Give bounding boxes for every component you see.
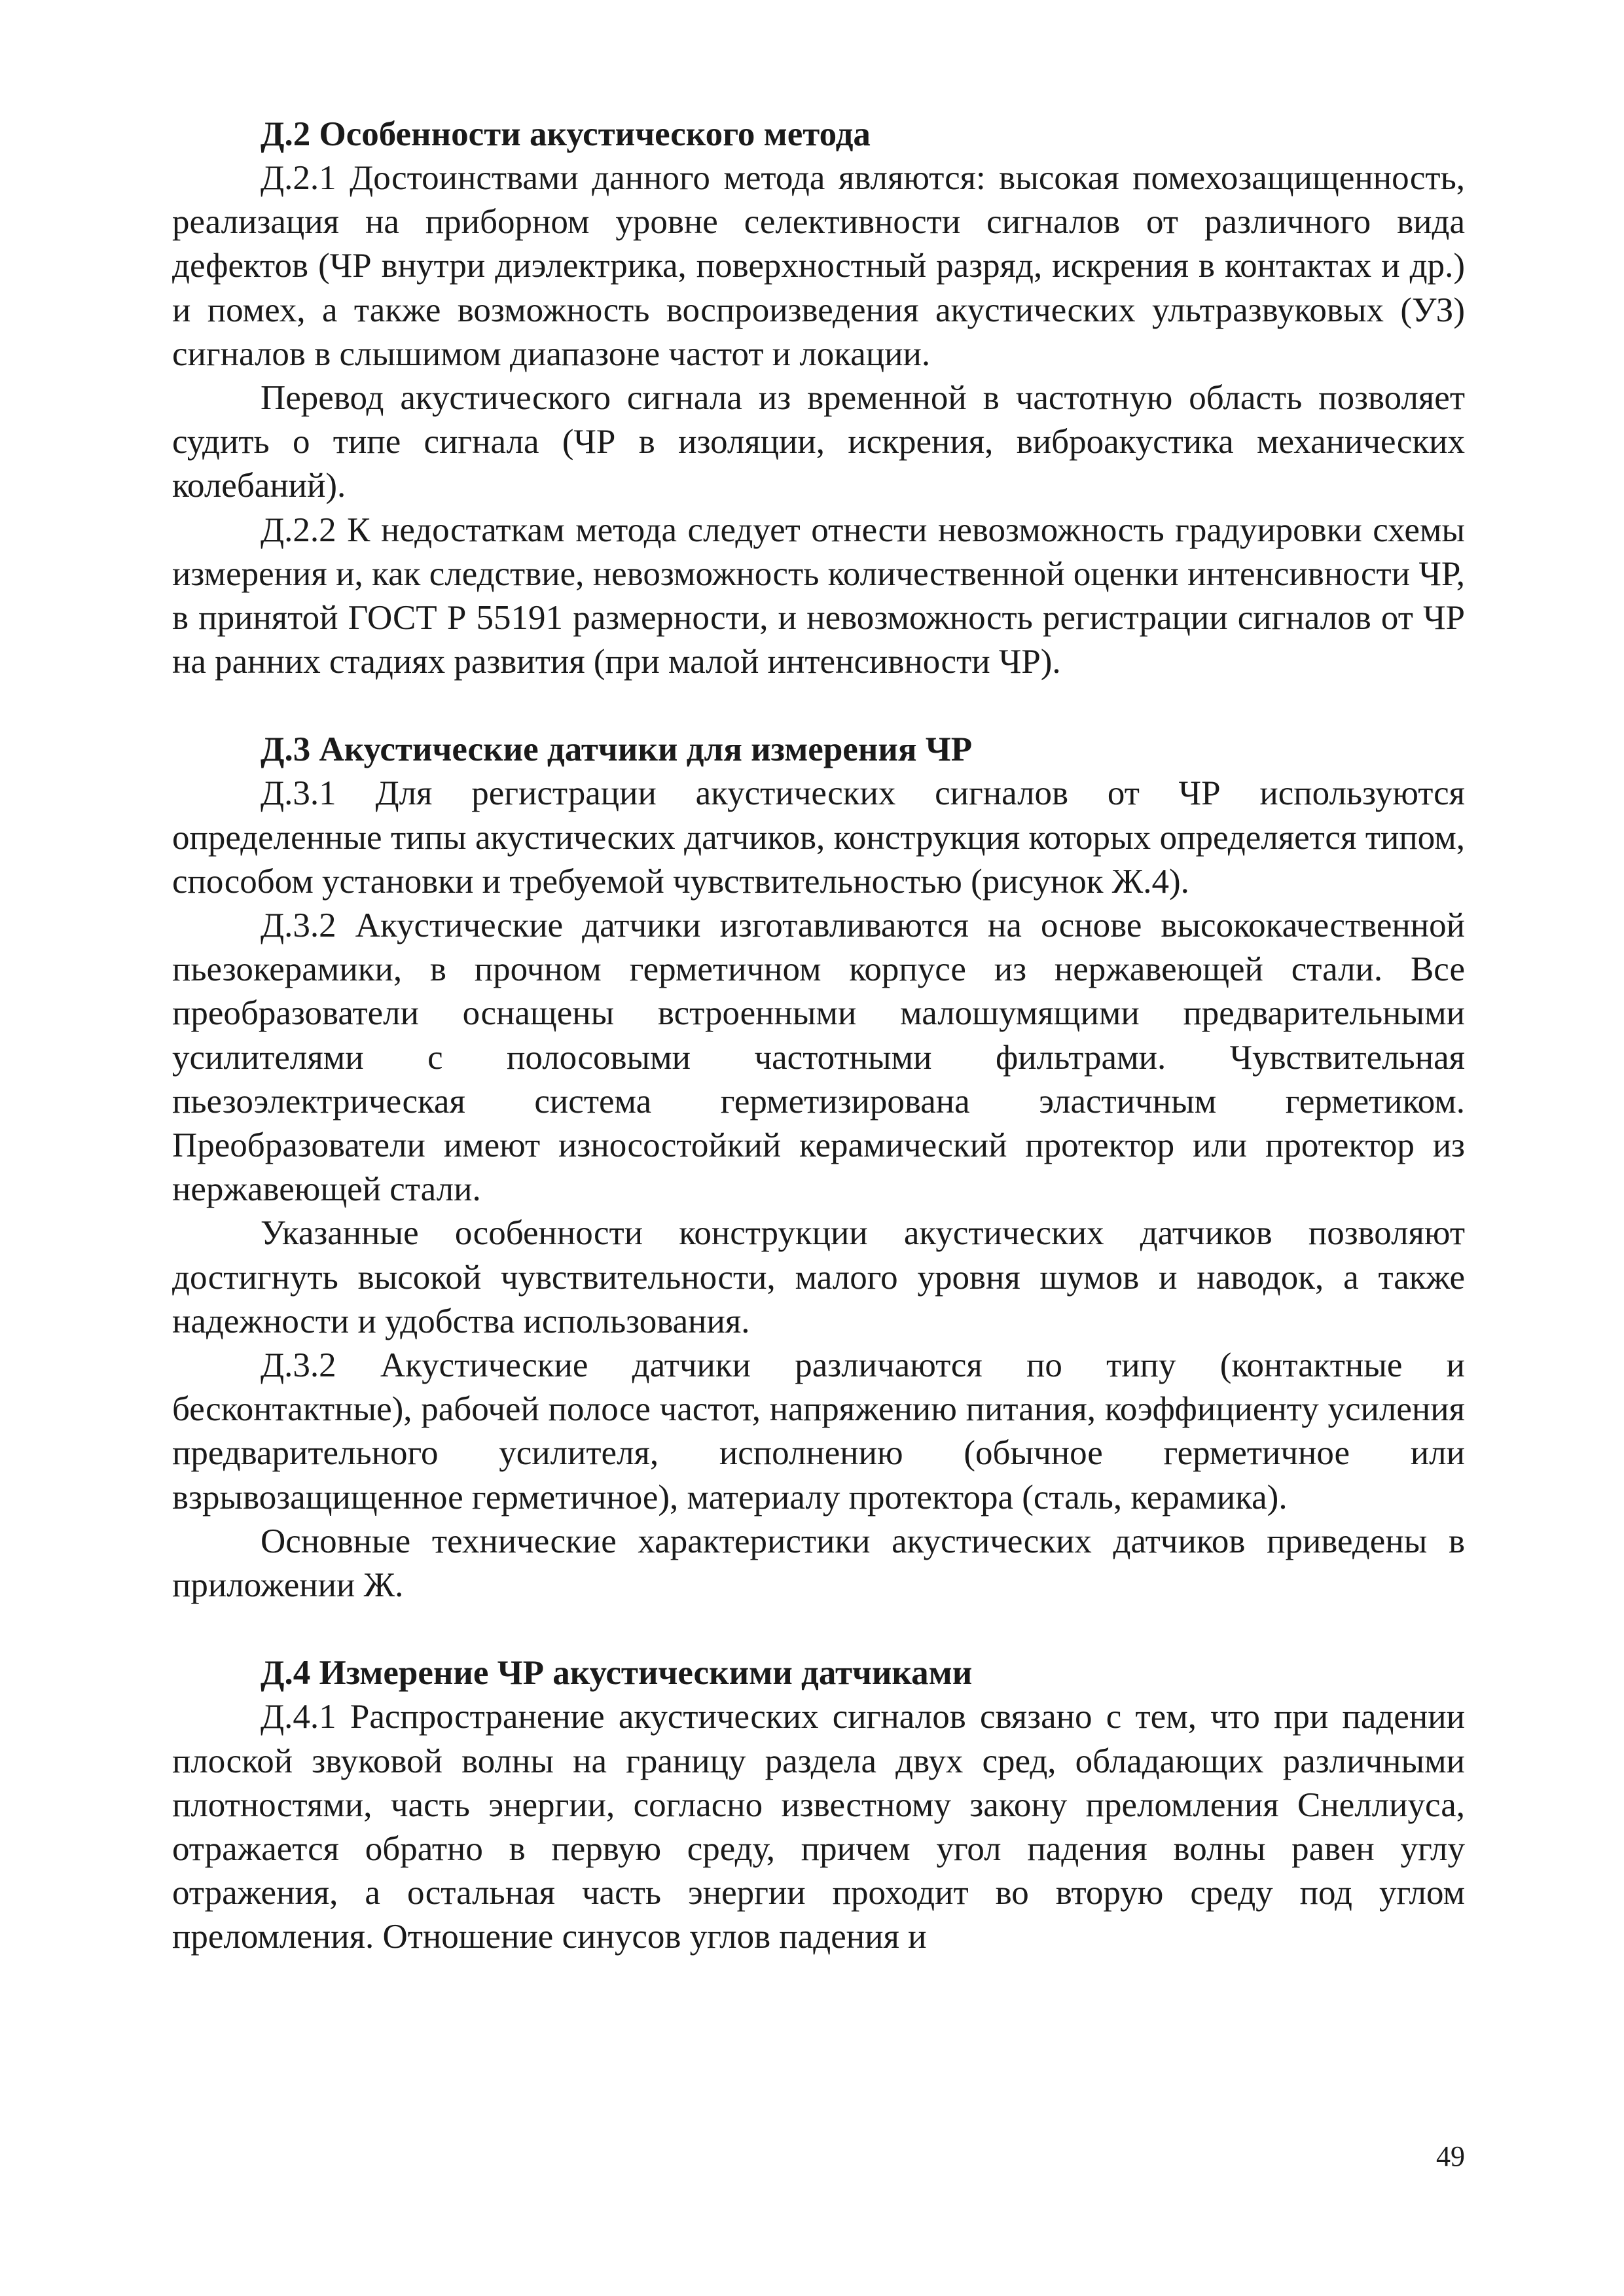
page-number: 49 (1436, 2140, 1465, 2172)
section-spacer (172, 684, 1465, 728)
paragraph-d3-2-cont: Указанные особенности конструкции акустических датчиков позволяют достигнуть высокой чувствительности, малого уровня шумов и наводок, а также надежности и удобства использования. (172, 1214, 1465, 1340)
paragraph-d3-2b-cont: Основные технические характеристики акустических датчиков приведены в приложении Ж. (172, 1522, 1465, 1605)
paragraph-d3-2b: Д.3.2 Акустические датчики различаются по типу (контактные и бесконтактные), рабочей полосе частот, напряжению питания, коэффициенту усиления предварительного усилителя, исполнению (обычное герметичное или взрывозащищенное герметичное), материалу протектора (сталь, керамика). (172, 1346, 1465, 1516)
document-page (172, 113, 1465, 1960)
section-spacer (172, 1607, 1465, 1651)
section-heading-d4: Д.4 Измерение ЧР акустическими датчиками (261, 1654, 973, 1693)
paragraph-d2-1: Д.2.1 Достоинствами данного метода являются: высокая помехозащищенность, реализация на приборном уровне селективности сигналов от различного вида дефектов (ЧР внутри диэлектрика, поверхностный разряд, искрения в контактах и др.) и помех, а также возможность воспроизведения акустических ультразвуковых (УЗ) сигналов в слышимом диапазоне частот и локации. (172, 159, 1465, 373)
paragraph-d4-1: Д.4.1 Распространение акустических сигналов связано с тем, что при падении плоской звуковой волны на границу раздела двух сред, обладающих различными плотностями, часть энергии, согласно известному закону преломления Снеллиуса, отражается обратно в первую среду, причем угол падения волны равен углу отражения, а остальная часть энергии проходит во вторую среду под углом преломления. Отношение синусов углов падения и (172, 1698, 1465, 1956)
paragraph-d2-1-cont: Перевод акустического сигнала из временной в частотную область позволяет судить о типе сигнала (ЧР в изоляции, искрения, виброакустика механических колебаний). (172, 379, 1465, 505)
section-heading-d3: Д.3 Акустические датчики для измерения ЧР (261, 730, 973, 769)
paragraph-d2-2: Д.2.2 К недостаткам метода следует отнести невозможность градуировки схемы измерения и, как следствие, невозможность количественной оценки интенсивности ЧР, в принятой ГОСТ Р 55191 размерности, и невозможность регистрации сигналов от ЧР на ранних стадиях развития (при малой интенсивности ЧР). (172, 511, 1465, 681)
paragraph-d3-1: Д.3.1 Для регистрации акустических сигналов от ЧР используются определенные типы акустических датчиков, конструкция которых определяется типом, способом установки и требуемой чувствительностью (рисунок Ж.4). (172, 774, 1465, 901)
paragraph-d3-2: Д.3.2 Акустические датчики изготавливаются на основе высококачественной пьезокерамики, в прочном герметичном корпусе из нержавеющей стали. Все преобразователи оснащены встроенными малошумящими предварительными усилителями с полосовыми частотными фильтрами. Чувствительная пьезоэлектрическая система герметизирована эластичным герметиком. Преобразователи имеют износостойкий керамический протектор или протектор из нержавеющей стали. (172, 906, 1465, 1209)
section-heading-d2: Д.2 Особенности акустического метода (261, 115, 871, 153)
